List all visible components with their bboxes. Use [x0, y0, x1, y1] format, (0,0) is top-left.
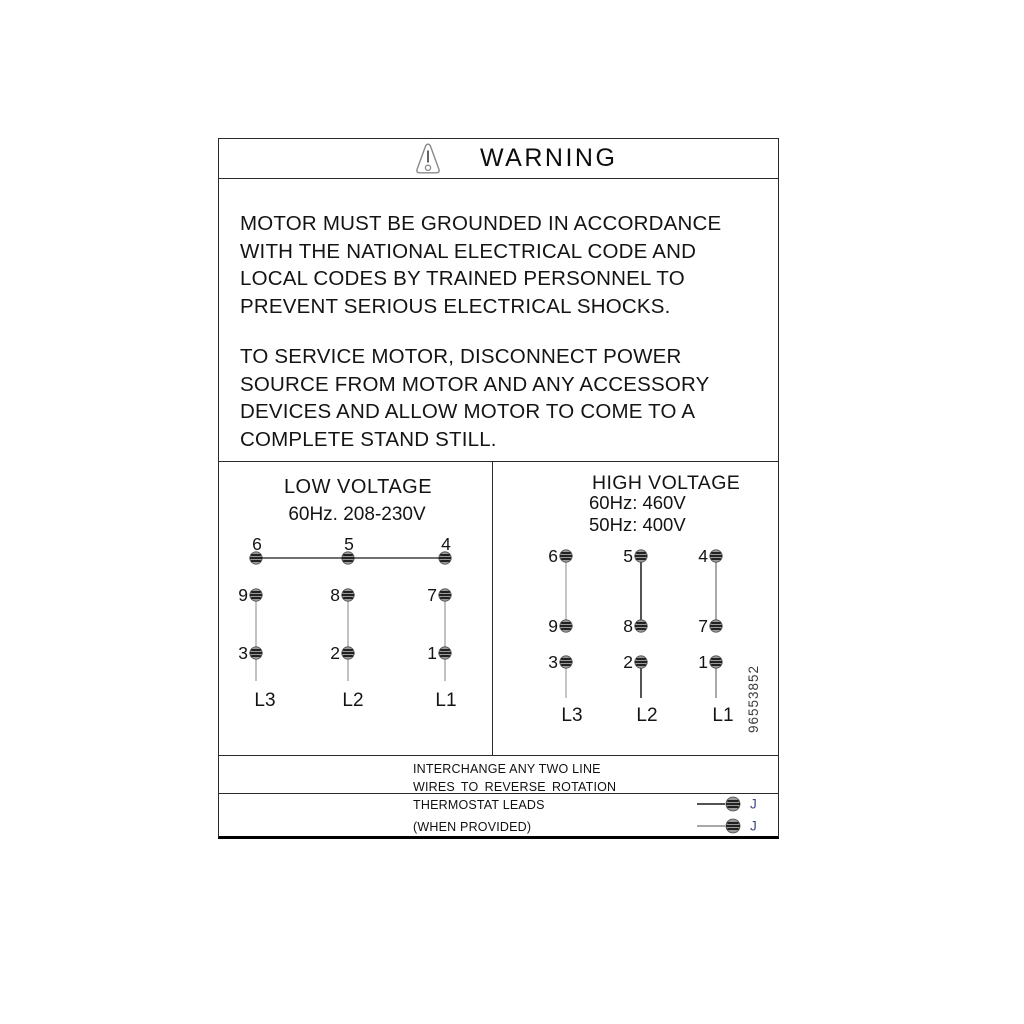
- terminal-dot: [560, 656, 572, 668]
- terminal-dot: [439, 647, 451, 659]
- warning-header: [219, 139, 778, 179]
- rotation-note-line: WIRES TO REVERSE ROTATION: [413, 780, 617, 794]
- rotation-note-section: [219, 756, 778, 794]
- line-label: L3: [254, 690, 276, 711]
- terminal-number: 2: [623, 652, 633, 672]
- line-label: L2: [342, 690, 364, 711]
- terminal-number: 6: [548, 546, 558, 566]
- voltage-section-divider: [492, 462, 493, 755]
- terminal-dot: [560, 550, 572, 562]
- thermostat-lead-label: J: [750, 796, 757, 812]
- terminal-dot: [635, 656, 647, 668]
- terminal-number: 6: [252, 534, 262, 554]
- terminal-dot: [635, 620, 647, 632]
- low-voltage-title: LOW VOLTAGE: [283, 476, 433, 498]
- line-label: L2: [636, 705, 658, 726]
- terminal-dot: [710, 550, 722, 562]
- terminal-number: 3: [238, 643, 248, 663]
- terminal-number: 8: [623, 616, 633, 636]
- serial-number: 96553852: [746, 664, 761, 734]
- warning-text-block: [219, 179, 778, 462]
- warning-triangle-icon: [415, 142, 441, 180]
- rotation-note-line: INTERCHANGE ANY TWO LINE: [413, 762, 601, 776]
- warning-paragraph-2: [240, 343, 709, 453]
- terminal-dot: [710, 620, 722, 632]
- line-label: L1: [712, 705, 734, 726]
- thermostat-leads-canvas: [219, 794, 778, 836]
- paragraph-line: PREVENT SERIOUS ELECTRICAL SHOCKS.: [240, 294, 671, 318]
- terminal-dot: [250, 647, 262, 659]
- terminal-number: 3: [548, 652, 558, 672]
- terminal-number: 8: [330, 585, 340, 605]
- high-voltage-subtitle: 50Hz: 400V: [589, 514, 686, 535]
- thermostat-note-section: [219, 794, 778, 836]
- terminal-number: 7: [698, 616, 708, 636]
- thermostat-note-line: THERMOSTAT LEADS: [413, 798, 545, 812]
- paragraph-line: LOCAL CODES BY TRAINED PERSONNEL TO: [240, 267, 685, 290]
- thermostat-lead-label: J: [750, 818, 757, 834]
- paragraph-line: COMPLETE STAND STILL.: [240, 427, 497, 451]
- terminal-number: 9: [238, 585, 248, 605]
- terminal-dot: [439, 589, 451, 601]
- terminal-dot: [250, 589, 262, 601]
- terminal-number: 1: [698, 652, 708, 672]
- line-label: L1: [435, 690, 457, 711]
- terminal-number: 9: [548, 616, 558, 636]
- terminal-number: 4: [698, 546, 708, 566]
- terminal-number: 5: [344, 534, 354, 554]
- high-voltage-title: HIGH VOLTAGE: [592, 472, 741, 494]
- paragraph-line: MOTOR MUST BE GROUNDED IN ACCORDANCE: [240, 212, 722, 235]
- low-voltage-subtitle: 60Hz. 208-230V: [288, 504, 426, 525]
- terminal-dot: [710, 656, 722, 668]
- terminal-number: 4: [441, 534, 451, 554]
- line-label: L3: [561, 705, 583, 726]
- paragraph-line: TO SERVICE MOTOR, DISCONNECT POWER: [240, 345, 682, 368]
- paragraph-line: DEVICES AND ALLOW MOTOR TO COME TO A: [240, 400, 696, 423]
- terminal-dot: [342, 589, 354, 601]
- terminal-dot: [560, 620, 572, 632]
- wiring-diagram-section: [219, 462, 778, 756]
- terminal-dot: [342, 647, 354, 659]
- warning-title: WARNING: [480, 144, 618, 172]
- terminal-number: 2: [330, 643, 340, 663]
- terminal-dot: [726, 819, 740, 833]
- paragraph-line: SOURCE FROM MOTOR AND ANY ACCESSORY: [240, 372, 710, 396]
- high-voltage-subtitle: 60Hz: 460V: [589, 492, 686, 513]
- terminal-number: 7: [427, 585, 437, 605]
- warning-paragraph-1: [240, 210, 721, 320]
- thermostat-note-line: (WHEN PROVIDED): [413, 820, 532, 834]
- motor-warning-label: [218, 138, 779, 839]
- terminal-dot: [635, 550, 647, 562]
- paragraph-line: WITH THE NATIONAL ELECTRICAL CODE AND: [240, 239, 697, 263]
- terminal-number: 5: [623, 546, 633, 566]
- terminal-number: 1: [427, 643, 437, 663]
- wiring-diagram-canvas: [219, 462, 778, 755]
- terminal-dot: [726, 797, 740, 811]
